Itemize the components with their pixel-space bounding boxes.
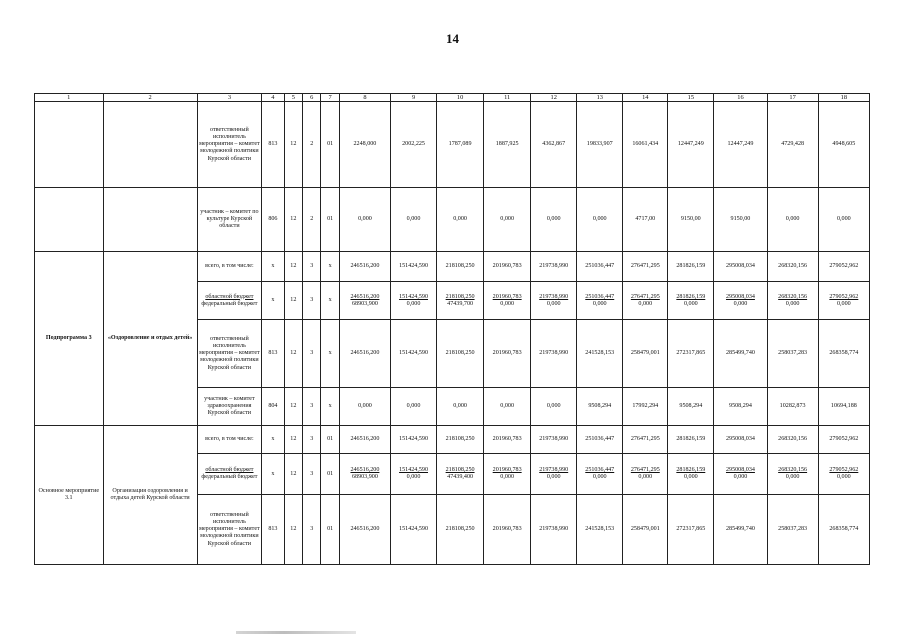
federal-amount: 0,000 — [546, 300, 561, 307]
amount-cell: 17992,294 — [623, 388, 668, 426]
amount-cell: 4948,605 — [818, 102, 869, 188]
amount-cell: 285499,740 — [714, 495, 767, 565]
amount-cell: 0,000 — [484, 388, 531, 426]
code-cell: 813 — [262, 102, 285, 188]
amount-cell: 0,000 — [391, 188, 437, 252]
federal-amount: 0,000 — [733, 300, 748, 307]
amount-cell: 4717,00 — [623, 188, 668, 252]
column-header: 5 — [284, 94, 302, 102]
amount-cell: 9508,294 — [714, 388, 767, 426]
amount-cell: 0,000 — [531, 388, 577, 426]
federal-amount: 47439,700 — [447, 300, 474, 307]
amount-cell: 246516,200 — [339, 320, 390, 388]
code-cell: 3 — [303, 495, 321, 565]
code-cell: 813 — [262, 495, 285, 565]
column-header: 7 — [321, 94, 339, 102]
code-cell: х — [262, 454, 285, 495]
amount-cell: 0,000 — [339, 388, 390, 426]
code-cell: 804 — [262, 388, 285, 426]
column-header: 17 — [767, 94, 818, 102]
amount-cell: 201960,783 — [484, 426, 531, 454]
federal-amount: 0,000 — [406, 300, 421, 307]
regional-amount: 201960,783 — [492, 293, 522, 300]
amount-cell: 258479,001 — [623, 495, 668, 565]
scan-artifact — [236, 631, 356, 634]
amount-cell: 272317,865 — [668, 320, 714, 388]
regional-amount: 246516,200 — [350, 467, 380, 473]
amount-cell: 219738,990 — [531, 426, 577, 454]
amount-cell: 219738,990 — [531, 320, 577, 388]
amount-cell — [577, 282, 623, 320]
code-cell: 12 — [284, 252, 302, 282]
title-cell — [103, 188, 197, 252]
amount-cell — [339, 282, 390, 320]
federal-amount: 0,000 — [683, 474, 698, 481]
amount-cell — [531, 282, 577, 320]
amount-cell: 9150,00 — [714, 188, 767, 252]
code-cell: 01 — [321, 188, 339, 252]
amount-cell: 279052,962 — [818, 252, 869, 282]
federal-amount: 68903,900 — [351, 300, 378, 307]
amount-cell: 268320,156 — [767, 426, 818, 454]
amount-cell — [437, 454, 484, 495]
code-cell: х — [321, 252, 339, 282]
amount-cell: 1787,089 — [437, 102, 484, 188]
regional-amount: 219738,990 — [539, 293, 569, 300]
code-cell: 01 — [321, 102, 339, 188]
amount-cell: 246516,200 — [339, 495, 390, 565]
regional-amount: 218108,250 — [445, 293, 475, 300]
executor-cell: всего, в том числе: — [197, 252, 261, 282]
code-cell: 12 — [284, 454, 302, 495]
amount-cell — [714, 282, 767, 320]
federal-amount: 0,000 — [638, 300, 653, 307]
code-cell: 813 — [262, 320, 285, 388]
code-cell: 12 — [284, 282, 302, 320]
code-cell: 806 — [262, 188, 285, 252]
code-cell: х — [321, 282, 339, 320]
federal-amount: 0,000 — [733, 474, 748, 481]
amount-cell: 241528,153 — [577, 495, 623, 565]
amount-cell: 4362,867 — [531, 102, 577, 188]
amount-cell: 258479,001 — [623, 320, 668, 388]
amount-cell: 281826,159 — [668, 426, 714, 454]
executor-cell: участник – комитет по культуре Курской области — [197, 188, 261, 252]
column-header: 11 — [484, 94, 531, 102]
federal-amount: 0,000 — [592, 474, 607, 481]
regional-amount: 151424,590 — [399, 467, 429, 473]
amount-cell: 12447,249 — [714, 102, 767, 188]
code-cell: 12 — [284, 388, 302, 426]
amount-cell — [391, 282, 437, 320]
executor-cell — [197, 454, 261, 495]
amount-cell: 276471,295 — [623, 252, 668, 282]
amount-cell — [623, 282, 668, 320]
code-cell: 3 — [303, 388, 321, 426]
amount-cell — [484, 282, 531, 320]
code-cell: 12 — [284, 188, 302, 252]
regional-amount: 279052,962 — [829, 293, 859, 300]
amount-cell — [714, 454, 767, 495]
budget-label: областной бюджет — [205, 293, 254, 300]
regional-amount: 295008,034 — [725, 467, 755, 473]
amount-cell: 251036,447 — [577, 426, 623, 454]
federal-amount: 0,000 — [836, 300, 851, 307]
amount-cell — [391, 454, 437, 495]
regional-amount: 151424,590 — [399, 293, 429, 300]
amount-cell: 151424,590 — [391, 495, 437, 565]
regional-amount: 268320,156 — [778, 293, 808, 300]
amount-cell: 218108,250 — [437, 495, 484, 565]
code-cell: 2 — [303, 188, 321, 252]
amount-cell: 0,000 — [531, 188, 577, 252]
code-cell: х — [262, 282, 285, 320]
amount-cell: 218108,250 — [437, 426, 484, 454]
budget-table — [34, 93, 870, 565]
code-cell: х — [321, 320, 339, 388]
amount-cell: 279052,962 — [818, 426, 869, 454]
program-cell: Основное мероприятие 3.1 — [35, 426, 104, 565]
amount-cell: 276471,295 — [623, 426, 668, 454]
column-header: 6 — [303, 94, 321, 102]
column-header: 18 — [818, 94, 869, 102]
amount-cell — [668, 454, 714, 495]
code-cell: 12 — [284, 102, 302, 188]
executor-cell: ответственный исполнитель мероприятия – комитет молодежной политики Курской области — [197, 495, 261, 565]
amount-cell: 9508,294 — [577, 388, 623, 426]
amount-cell: 258037,283 — [767, 495, 818, 565]
amount-cell: 4729,428 — [767, 102, 818, 188]
amount-cell — [767, 454, 818, 495]
regional-amount: 251036,447 — [585, 293, 615, 300]
amount-cell — [767, 282, 818, 320]
amount-cell: 10694,188 — [818, 388, 869, 426]
amount-cell: 151424,590 — [391, 426, 437, 454]
federal-amount: 47439,400 — [447, 474, 474, 481]
amount-cell: 201960,783 — [484, 495, 531, 565]
table-row — [35, 188, 870, 252]
column-header: 4 — [262, 94, 285, 102]
amount-cell: 295008,034 — [714, 426, 767, 454]
amount-cell: 285499,740 — [714, 320, 767, 388]
column-header: 8 — [339, 94, 390, 102]
amount-cell: 268320,156 — [767, 252, 818, 282]
code-cell: 01 — [321, 495, 339, 565]
amount-cell: 258037,283 — [767, 320, 818, 388]
amount-cell: 16061,434 — [623, 102, 668, 188]
column-header: 2 — [103, 94, 197, 102]
regional-amount: 201960,783 — [492, 467, 522, 473]
program-cell — [35, 188, 104, 252]
amount-cell — [531, 454, 577, 495]
federal-amount: 0,000 — [638, 474, 653, 481]
federal-amount: 0,000 — [406, 474, 421, 481]
table-row — [35, 102, 870, 188]
regional-amount: 276471,295 — [630, 293, 660, 300]
federal-amount: 0,000 — [500, 300, 515, 307]
amount-cell: 12447,249 — [668, 102, 714, 188]
amount-cell: 2002,225 — [391, 102, 437, 188]
executor-cell: ответственный исполнитель мероприятия – комитет молодежной политики Курской области — [197, 320, 261, 388]
column-header: 9 — [391, 94, 437, 102]
regional-amount: 246516,200 — [350, 293, 380, 300]
executor-cell — [197, 282, 261, 320]
regional-amount: 251036,447 — [585, 467, 615, 473]
regional-amount: 276471,295 — [630, 467, 660, 473]
amount-cell: 0,000 — [391, 388, 437, 426]
executor-cell: участник – комитет здравоохранения Курской области — [197, 388, 261, 426]
amount-cell — [484, 454, 531, 495]
regional-amount: 268320,156 — [778, 467, 808, 473]
amount-cell: 0,000 — [767, 188, 818, 252]
amount-cell — [339, 454, 390, 495]
executor-cell: ответственный исполнитель мероприятия – комитет молодежной политики Курской области — [197, 102, 261, 188]
amount-cell: 251036,447 — [577, 252, 623, 282]
title-cell: Организация оздоровления и отдыха детей Курской области — [103, 426, 197, 565]
amount-cell: 151424,590 — [391, 252, 437, 282]
code-cell: 2 — [303, 102, 321, 188]
executor-cell: всего, в том числе: — [197, 426, 261, 454]
amount-cell: 268358,774 — [818, 320, 869, 388]
code-cell: х — [262, 426, 285, 454]
budget-label: областной бюджет — [205, 467, 254, 473]
federal-amount: 0,000 — [683, 300, 698, 307]
amount-cell: 218108,250 — [437, 252, 484, 282]
code-cell: 3 — [303, 426, 321, 454]
program-cell: Подпрограмма 3 — [35, 252, 104, 426]
amount-cell: 272317,865 — [668, 495, 714, 565]
budget-label: федеральный бюджет — [201, 474, 258, 481]
code-cell: 3 — [303, 454, 321, 495]
federal-amount: 0,000 — [546, 474, 561, 481]
federal-amount: 0,000 — [785, 300, 800, 307]
regional-amount: 281826,159 — [676, 467, 706, 473]
amount-cell — [668, 282, 714, 320]
column-header: 3 — [197, 94, 261, 102]
amount-cell — [577, 454, 623, 495]
federal-amount: 0,000 — [592, 300, 607, 307]
amount-cell: 241528,153 — [577, 320, 623, 388]
amount-cell: 10282,873 — [767, 388, 818, 426]
title-cell: «Оздоровление и отдых детей» — [103, 252, 197, 426]
code-cell: 12 — [284, 426, 302, 454]
amount-cell: 0,000 — [339, 188, 390, 252]
amount-cell: 218108,250 — [437, 320, 484, 388]
amount-cell — [818, 282, 869, 320]
amount-cell: 0,000 — [437, 188, 484, 252]
regional-amount: 281826,159 — [676, 293, 706, 300]
federal-amount: 68903,900 — [351, 474, 378, 481]
column-header: 12 — [531, 94, 577, 102]
code-cell: х — [262, 252, 285, 282]
amount-cell: 246516,200 — [339, 252, 390, 282]
amount-cell: 281826,159 — [668, 252, 714, 282]
code-cell: 12 — [284, 320, 302, 388]
column-header: 10 — [437, 94, 484, 102]
amount-cell: 2248,000 — [339, 102, 390, 188]
amount-cell: 151424,590 — [391, 320, 437, 388]
amount-cell: 0,000 — [437, 388, 484, 426]
code-cell: 3 — [303, 320, 321, 388]
column-header: 15 — [668, 94, 714, 102]
amount-cell: 246516,200 — [339, 426, 390, 454]
program-cell — [35, 102, 104, 188]
amount-cell: 9150,00 — [668, 188, 714, 252]
amount-cell — [623, 454, 668, 495]
table-row — [35, 426, 870, 454]
amount-cell: 219738,990 — [531, 252, 577, 282]
page-number: 14 — [446, 31, 459, 46]
column-header: 13 — [577, 94, 623, 102]
regional-amount: 295008,034 — [725, 293, 755, 300]
federal-amount: 0,000 — [836, 474, 851, 481]
amount-cell: 9508,294 — [668, 388, 714, 426]
amount-cell: 201960,783 — [484, 320, 531, 388]
code-cell: 01 — [321, 426, 339, 454]
amount-cell: 0,000 — [577, 188, 623, 252]
column-header: 1 — [35, 94, 104, 102]
amount-cell: 0,000 — [484, 188, 531, 252]
amount-cell: 19833,907 — [577, 102, 623, 188]
code-cell: 3 — [303, 252, 321, 282]
title-cell — [103, 102, 197, 188]
code-cell: 01 — [321, 454, 339, 495]
amount-cell: 219738,990 — [531, 495, 577, 565]
amount-cell — [437, 282, 484, 320]
column-header: 14 — [623, 94, 668, 102]
amount-cell: 295008,034 — [714, 252, 767, 282]
regional-amount: 219738,990 — [539, 467, 569, 473]
regional-amount: 279052,962 — [829, 467, 859, 473]
table-row — [35, 252, 870, 282]
amount-cell: 1887,925 — [484, 102, 531, 188]
regional-amount: 218108,250 — [445, 467, 475, 473]
budget-label: федеральный бюджет — [201, 300, 258, 307]
amount-cell: 0,000 — [818, 188, 869, 252]
amount-cell: 201960,783 — [484, 252, 531, 282]
amount-cell — [818, 454, 869, 495]
code-cell: х — [321, 388, 339, 426]
code-cell: 12 — [284, 495, 302, 565]
federal-amount: 0,000 — [500, 474, 515, 481]
header-row — [35, 94, 870, 102]
amount-cell: 268358,774 — [818, 495, 869, 565]
federal-amount: 0,000 — [785, 474, 800, 481]
column-header: 16 — [714, 94, 767, 102]
code-cell: 3 — [303, 282, 321, 320]
